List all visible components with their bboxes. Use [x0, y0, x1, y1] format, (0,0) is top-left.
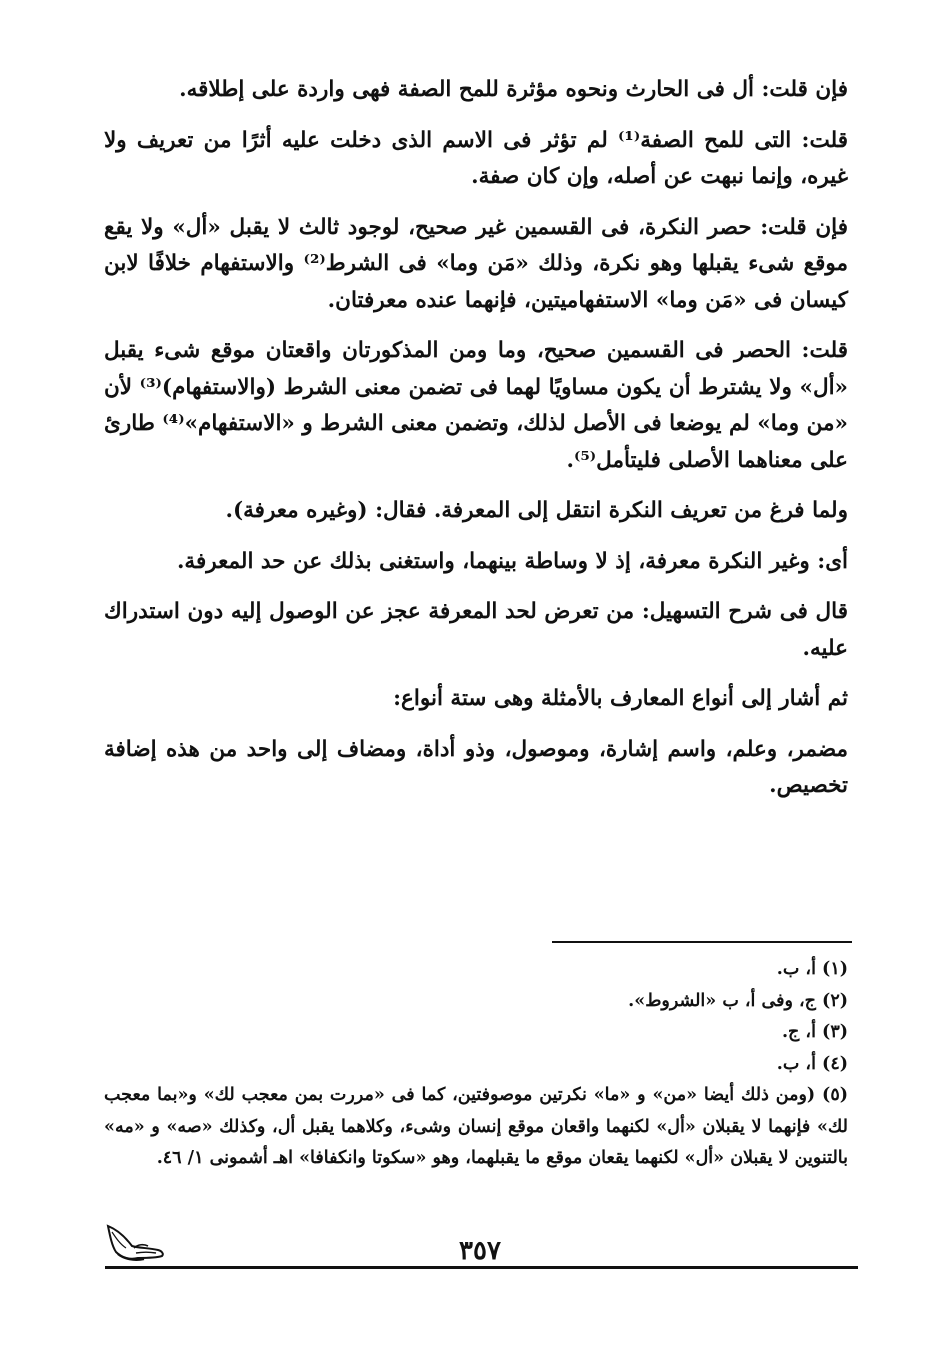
paragraph: قلت: التى للمح الصفة⁽¹⁾ لم تؤثر فى الاسم الذى دخلت عليه أثرًا من تعريف ولا غيره، وإنما نبهت عن أصله، وإن كان صفة.: [104, 127, 848, 189]
footnote: (٢) ج، وفى أ، ب «الشروط».: [628, 990, 848, 1011]
paragraph: ولما فرغ من تعريف النكرة انتقل إلى المعرفة. فقال: (وغيره معرفة).: [225, 498, 848, 523]
main-text: [104, 72, 848, 813]
paragraph: أى: وغير النكرة معرفة، إذ لا وساطة بينهما، واستغنى بذلك عن حد المعرفة.: [176, 548, 848, 574]
footnotes: [104, 954, 848, 1175]
footer-rule: [105, 1266, 858, 1269]
footnote-divider: [552, 941, 852, 943]
paragraph: قلت: الحصر فى القسمين صحيح، وما ومن المذكورتان واقعتان موقع شىء يقبل «أل» ولا يشترط أن يكون مساويًا لهما فى تضمن معنى الشرط (والاستفهام)⁽³⁾ لأن «من وما» لم يوضعا فى الأصل لذلك، وتضمن معنى الشرط و «الاستفهام»⁽⁴⁾ طارئ على معناهما الأصلى فليتأمل⁽⁵⁾.: [104, 338, 848, 473]
footnote: (١) أ، ب.: [776, 959, 848, 979]
paragraph: قال فى شرح التسهيل: من تعرض لحد المعرفة عجز عن الوصول إليه دون استدراك عليه.: [104, 599, 848, 661]
paragraph: مضمر، وعلم، واسم إشارة، وموصول، وذو أداة، ومضاف إلى واحد من هذه إضافة تخصيص.: [104, 736, 848, 798]
footnote: (٤) أ، ب.: [776, 1053, 848, 1074]
page-number: ٣٥٧: [459, 1236, 501, 1266]
paragraph: ثم أشار إلى أنواع المعارف بالأمثلة وهى ستة أنواع:: [393, 686, 848, 711]
pointing-hand-icon: [104, 1218, 168, 1264]
paragraph: فإن قلت: أل فى الحارث ونحوه مؤثرة للمح الصفة فهى واردة على إطلاقه.: [179, 77, 848, 102]
footnote: (٣) أ، ج.: [781, 1022, 848, 1042]
paragraph: فإن قلت: حصر النكرة، فى القسمين غير صحيح، لوجود ثالث لا يقبل «أل» ولا يقع موقع شىء يقبلها وهو نكرة، وذلك «مَن وما» فى الشرط⁽²⁾ والاستفهام خلافًا لابن كيسان فى «مَن وما» الاستفهاميتين، فإنهما عنده معرفتان.: [104, 214, 848, 313]
footnote: (٥) (ومن ذلك أيضا «من» و «ما» نكرتين موصوفتين، كما فى «مررت بمن معجب لك» و«بما معجب لك» فإنهما لا يقبلان «أل» لكنهما واقعان موقع إنسان وشىء، وكلاهما يقبل أل، وكذلك «صه» و «مه» بالتنوين لا يقبلان «أل» لكنهما يقعان موقع ما يقبلهما، وهو «سكوتا وانكفافا» اهـ أشمونى ١/ ٤٦.: [104, 1085, 848, 1168]
